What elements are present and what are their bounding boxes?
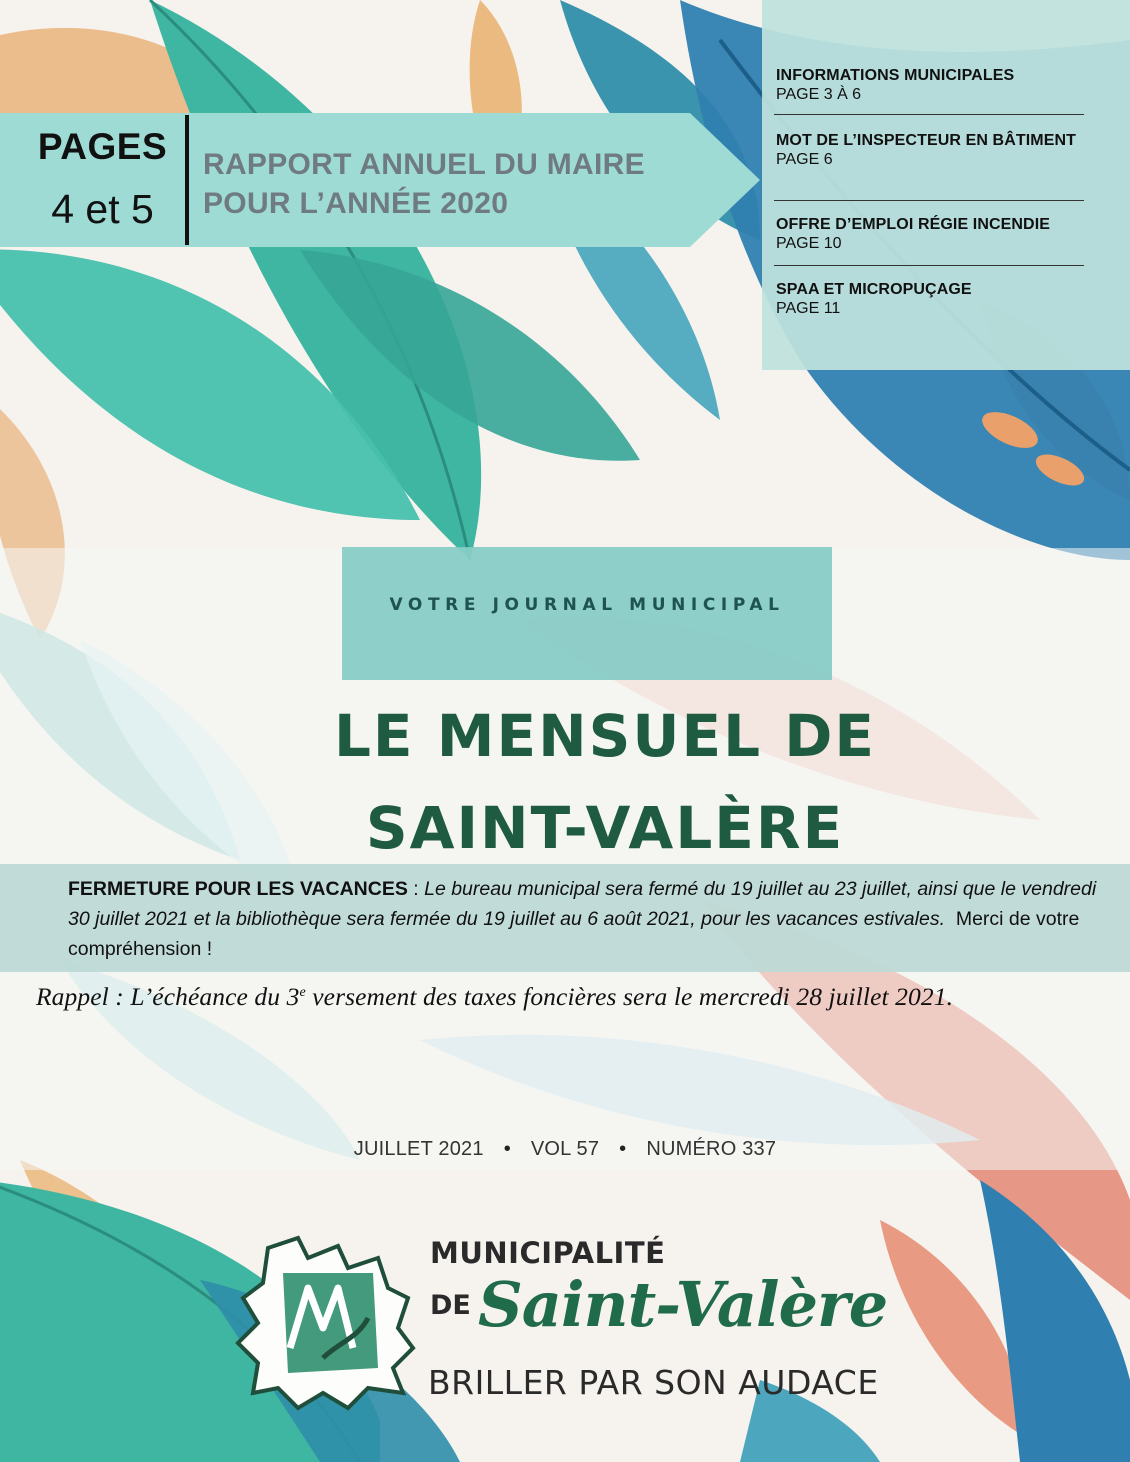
- toc-divider: [774, 114, 1084, 115]
- tax-reminder: [36, 982, 1116, 1012]
- closure-notice-heading: FERMETURE POUR LES VACANCES: [68, 878, 408, 900]
- closure-notice: [0, 864, 1130, 972]
- logo-script-name: Saint-Valère: [478, 1268, 888, 1341]
- feature-title: RAPPORT ANNUEL DU MAIRE POUR L’ANNÉE 2020: [203, 148, 645, 220]
- toc-item-page: PAGE 6: [776, 151, 833, 168]
- feature-banner[interactable]: [0, 113, 760, 247]
- issue-separator: •: [503, 1138, 511, 1160]
- issue-number: NUMÉRO 337: [646, 1138, 777, 1160]
- closure-notice-closing: Merci de votre compréhension !: [68, 908, 1080, 960]
- toc-item[interactable]: [776, 66, 1094, 104]
- toc-item-page: PAGE 10: [776, 235, 842, 252]
- table-of-contents: [762, 0, 1130, 370]
- municipality-emblem-icon: [228, 1228, 428, 1418]
- pages-label: PAGES: [37, 126, 168, 167]
- tax-reminder-before: Rappel : L’échéance du 3: [36, 982, 300, 1011]
- issue-separator: •: [619, 1138, 627, 1160]
- toc-item-page: PAGE 3 À 6: [776, 86, 862, 103]
- municipality-logo: [228, 1228, 948, 1428]
- tax-reminder-superscript: e: [299, 985, 306, 1000]
- newsletter-title: [190, 690, 1020, 874]
- newsletter-title-line2: SAINT-VALÈRE: [365, 794, 845, 862]
- issue-month: JUILLET 2021: [353, 1138, 484, 1160]
- toc-item-title: INFORMATIONS MUNICIPALES: [776, 67, 1015, 84]
- toc-item-page: PAGE 11: [776, 300, 841, 317]
- issue-volume: VOL 57: [530, 1138, 600, 1160]
- closure-notice-body: Le bureau municipal sera fermé du 19 juillet au 23 juillet, ainsi que le vendredi 30 juillet 2021 et la bibliothèque sera fermée du 19 juillet au 6 août 2021, pour les vacances estivales.: [68, 878, 1097, 930]
- logo-slogan: BRILLER PAR SON AUDACE: [428, 1363, 879, 1402]
- pages-range: 4 et 5: [51, 186, 154, 232]
- toc-item-title: MOT DE L’INSPECTEUR EN BÂTIMENT: [776, 132, 1076, 149]
- tagline-box: [342, 547, 832, 680]
- toc-item[interactable]: [776, 131, 1094, 169]
- feature-page-reference: [20, 125, 185, 235]
- closure-notice-text: [68, 874, 1108, 964]
- toc-divider: [774, 265, 1084, 266]
- toc-item[interactable]: [776, 280, 1094, 318]
- logo-line1: MUNICIPALITÉ: [430, 1236, 666, 1270]
- tax-reminder-after: versement des taxes foncières sera le mercredi 28 juillet 2021.: [305, 982, 954, 1011]
- newsletter-title-line1: LE MENSUEL DE: [333, 702, 877, 770]
- closure-notice-separator: :: [407, 878, 425, 900]
- toc-item[interactable]: [776, 215, 1094, 253]
- issue-info: [0, 1138, 1130, 1161]
- toc-item-title: OFFRE D’EMPLOI RÉGIE INCENDIE: [776, 216, 1051, 233]
- tagline: VOTRE JOURNAL MUNICIPAL: [389, 595, 785, 615]
- toc-item-title: SPAA ET MICROPUÇAGE: [776, 281, 972, 298]
- feature-divider: [185, 115, 189, 245]
- toc-divider: [774, 200, 1084, 201]
- logo-line2: DE: [430, 1290, 471, 1321]
